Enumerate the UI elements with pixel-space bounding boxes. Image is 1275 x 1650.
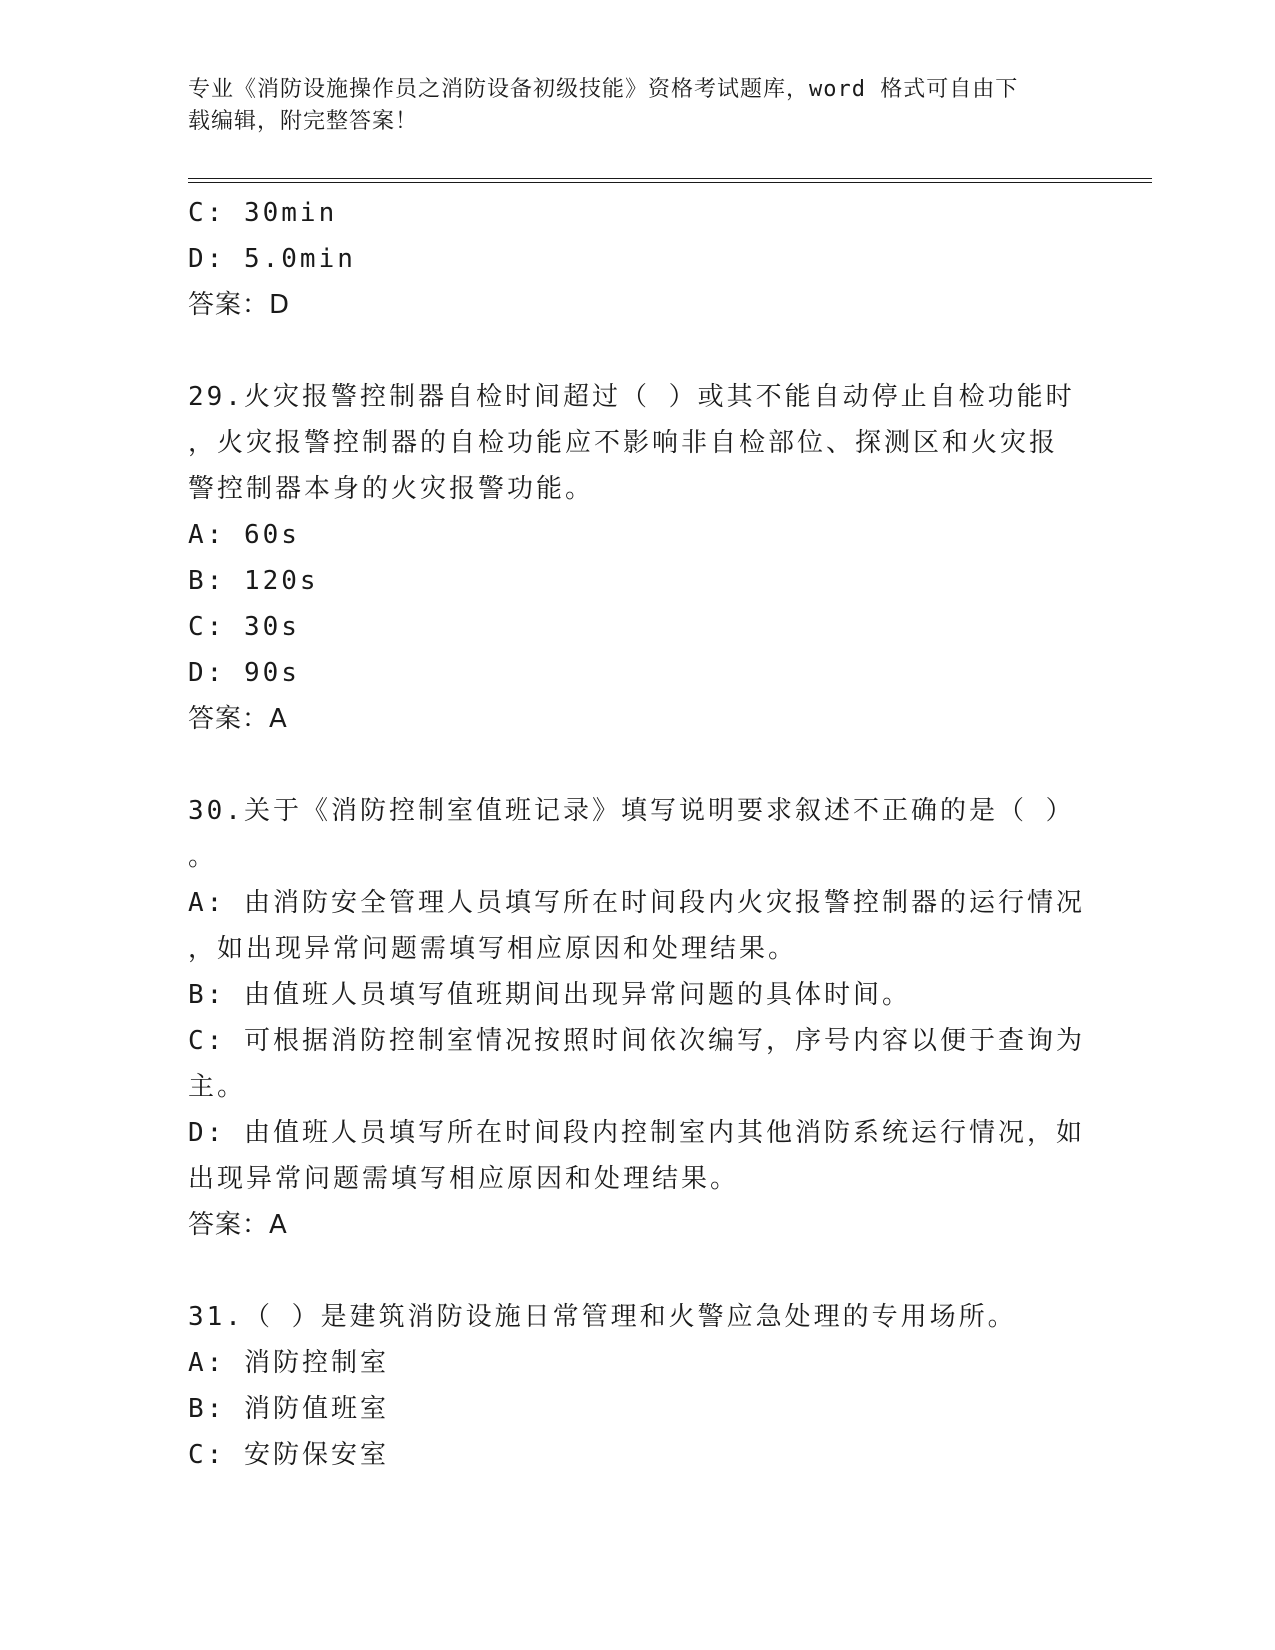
question-29 [188, 374, 1088, 742]
q30-option-d-line-1: D: 由值班人员填写所在时间段内控制室内其他消防系统运行情况，如 [188, 1118, 1085, 1148]
question-30 [188, 788, 1088, 1248]
question-28-tail [188, 190, 1088, 328]
header-line-2: 载编辑，附完整答案！ [188, 109, 419, 134]
q29-option-d: D: 90s [188, 658, 300, 688]
q30-option-c-line-2: 主。 [188, 1072, 247, 1102]
question-content [188, 190, 1088, 1478]
q30-option-b: B: 由值班人员填写值班期间出现异常问题的具体时间。 [188, 980, 911, 1010]
q29-option-a: A: 60s [188, 520, 300, 550]
q30-option-a-line-1: A: 由消防安全管理人员填写所在时间段内火灾报警控制器的运行情况 [188, 888, 1085, 918]
q31-option-c: C: 安防保安室 [188, 1440, 389, 1470]
header-rule-bottom [188, 182, 1152, 183]
spacer [188, 328, 1088, 374]
q30-option-a-line-2: ，如出现异常问题需填写相应原因和处理结果。 [188, 934, 798, 964]
q29-stem-line-1: 29.火灾报警控制器自检时间超过（ ）或其不能自动停止自检功能时 [188, 382, 1075, 412]
spacer [188, 742, 1088, 788]
q29-option-c: C: 30s [188, 612, 300, 642]
q29-option-b: B: 120s [188, 566, 319, 596]
header-rule-top [188, 178, 1152, 179]
q31-stem-line-1: 31.（ ）是建筑消防设施日常管理和火警应急处理的专用场所。 [188, 1302, 1017, 1332]
q29-stem-line-3: 警控制器本身的火灾报警功能。 [188, 474, 595, 504]
q31-option-a: A: 消防控制室 [188, 1348, 389, 1378]
q30-answer: 答案：A [188, 1210, 288, 1240]
header-line-1: 专业《消防设施操作员之消防设备初级技能》资格考试题库，word 格式可自由下 [188, 77, 1019, 102]
q28-answer: 答案：D [188, 290, 291, 320]
q30-option-c-line-1: C: 可根据消防控制室情况按照时间依次编写，序号内容以便于查询为 [188, 1026, 1085, 1056]
q30-stem-line-2: 。 [188, 842, 218, 872]
question-31 [188, 1294, 1088, 1478]
q31-option-b: B: 消防值班室 [188, 1394, 389, 1424]
page-header [188, 74, 1068, 138]
q29-answer: 答案：A [188, 704, 288, 734]
q29-stem-line-2: ，火灾报警控制器的自检功能应不影响非自检部位、探测区和火灾报 [188, 428, 1059, 458]
q30-stem-line-1: 30.关于《消防控制室值班记录》填写说明要求叙述不正确的是（ ） [188, 796, 1075, 826]
q28-option-c: C: 30min [188, 198, 338, 228]
q30-option-d-line-2: 出现异常问题需填写相应原因和处理结果。 [188, 1164, 740, 1194]
spacer [188, 1248, 1088, 1294]
q28-option-d: D: 5.0min [188, 244, 356, 274]
